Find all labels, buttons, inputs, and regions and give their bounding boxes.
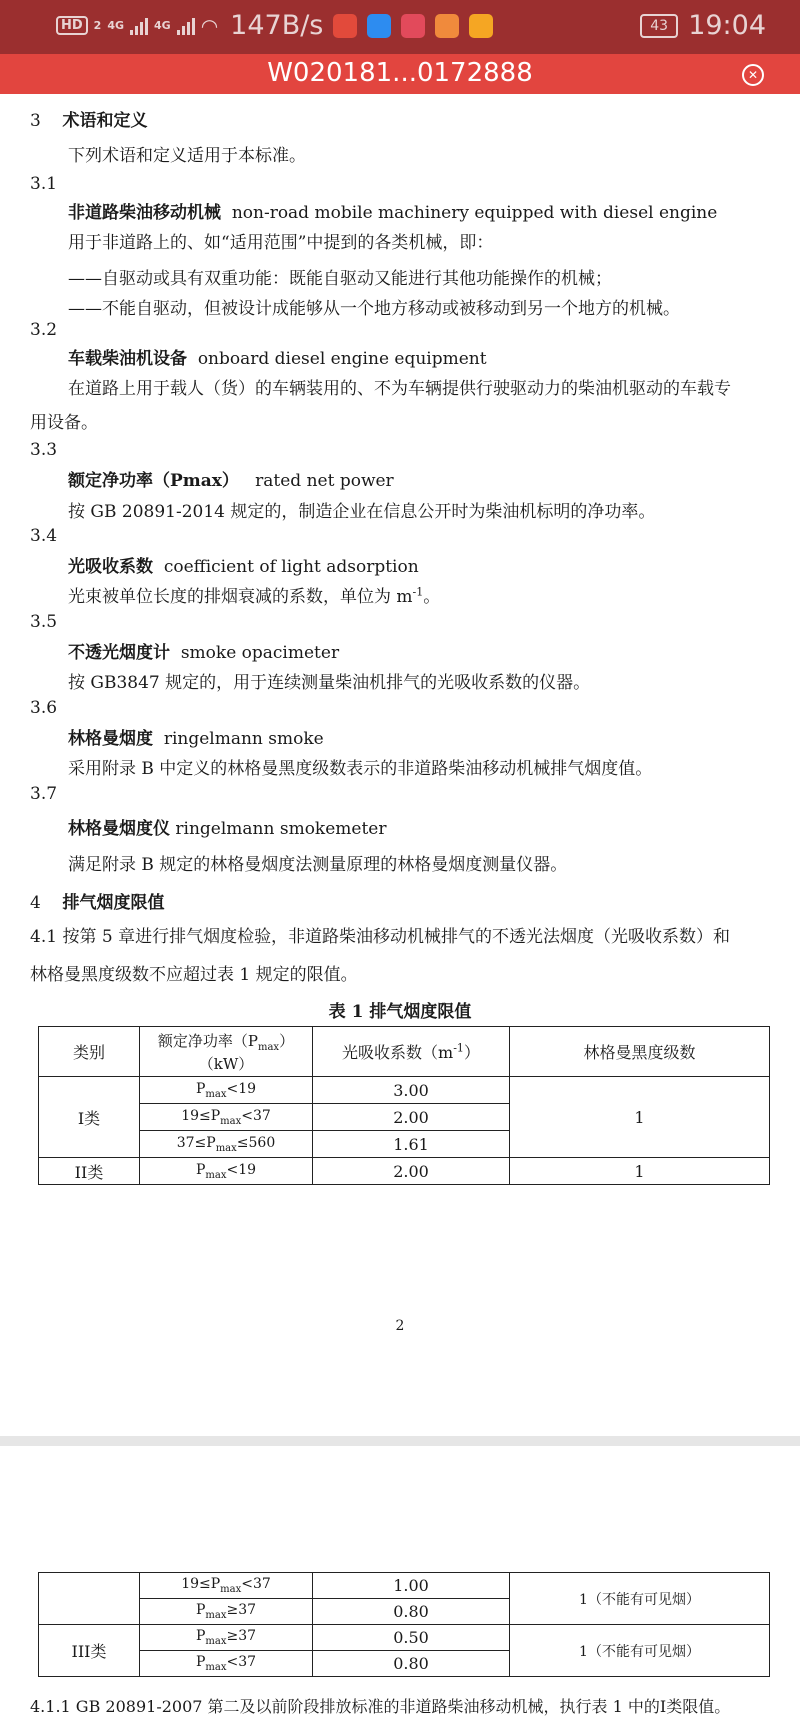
section-number: 3: [30, 111, 41, 131]
term-definition-item: ——自驱动或具有双重功能：既能自驱动又能进行其他功能操作的机械；: [68, 269, 612, 289]
power-cell: [140, 1077, 313, 1104]
term-definition: 按 GB 20891-2014 规定的，制造企业在信息公开时为柴油机标明的净功率。: [68, 502, 656, 522]
absorption-cell: 2.00: [313, 1158, 510, 1185]
term-en: ringelmann smokemeter: [175, 819, 387, 839]
ringelmann-cell: 1（不能有可见烟）: [510, 1573, 770, 1625]
clock: 19:04: [688, 10, 766, 41]
section-3-intro: 下列术语和定义适用于本标准。: [68, 146, 306, 166]
section-title: 排气烟度限值: [62, 893, 165, 913]
term-en: ringelmann smoke: [163, 729, 324, 749]
power-p: P: [195, 1161, 206, 1178]
header-sub: max: [257, 1041, 280, 1053]
power-cell: [140, 1573, 313, 1599]
power-range: <37: [241, 1107, 271, 1124]
power-p: 37≤P: [176, 1134, 216, 1151]
wifi-icon: ◠: [200, 13, 219, 38]
term-number: 3.7: [30, 784, 58, 804]
network-speed: 147B/s: [230, 10, 324, 41]
youku-icon: [367, 14, 391, 38]
power-sub: max: [205, 1609, 227, 1621]
title-bar: [0, 54, 800, 94]
header-sup: -1: [453, 1041, 464, 1055]
power-sub: max: [215, 1142, 237, 1154]
power-p: P: [195, 1654, 206, 1671]
category-cell: III类: [39, 1625, 140, 1677]
term-en: coefficient of light adsorption: [163, 557, 419, 577]
category-cell: II类: [39, 1158, 140, 1185]
ringelmann-cell: 1（不能有可见烟）: [510, 1625, 770, 1677]
term-number: 3.3: [30, 440, 58, 460]
power-range: <19: [226, 1080, 257, 1097]
header-rated-power: [140, 1027, 313, 1077]
term-cn: 非道路柴油移动机械: [68, 203, 221, 223]
header-text-end: ）: [463, 1043, 480, 1062]
term-cn: 车载柴油机设备: [68, 349, 187, 369]
section-3-heading: [30, 106, 147, 131]
power-cell: [140, 1599, 313, 1625]
sig2-label: 4G: [154, 19, 171, 32]
hd-sub: 2: [93, 19, 102, 32]
power-sub: max: [220, 1583, 242, 1595]
absorption-cell: 0.80: [313, 1651, 510, 1677]
table-row: [39, 1625, 770, 1651]
term-cn: 林格曼烟度仪: [68, 819, 170, 839]
power-sub: max: [220, 1115, 242, 1127]
section-number: 4: [30, 893, 41, 913]
term-cn: 林格曼烟度: [68, 729, 153, 749]
term-number: 3.6: [30, 698, 58, 718]
unit-exponent: -1: [412, 585, 424, 599]
power-range: ≥37: [226, 1602, 257, 1619]
status-right: [640, 10, 766, 41]
power-range: <37: [226, 1654, 257, 1671]
power-cell: [140, 1625, 313, 1651]
section-title: 术语和定义: [62, 111, 148, 131]
term-number: 3.4: [30, 526, 58, 546]
signal-icon-2: [177, 17, 195, 35]
power-cell: [140, 1651, 313, 1677]
category-cell: I类: [39, 1077, 140, 1158]
term-definition: [68, 582, 440, 607]
header-text: 光吸收系数（m: [342, 1043, 454, 1062]
term-definition: 在道路上用于载人（货）的车辆装用的、不为车辆提供行驶驱动力的柴油机驱动的车载专: [68, 379, 731, 399]
term-en: non-road mobile machinery equipped with diesel engine: [231, 203, 718, 223]
term-3-4: [68, 552, 419, 577]
absorption-cell: 1.00: [313, 1573, 510, 1599]
battery-icon: 43: [640, 14, 678, 38]
header-text: 额定净功率（P: [157, 1031, 258, 1050]
term-number: 3.1: [30, 174, 58, 194]
term-cn: 光吸收系数: [68, 557, 153, 577]
term-number: 3.2: [30, 320, 58, 340]
power-sub: max: [205, 1169, 227, 1181]
power-p: P: [195, 1628, 206, 1645]
power-range: ≥37: [226, 1628, 257, 1645]
limits-table: [38, 1026, 770, 1185]
power-range: <37: [241, 1576, 271, 1593]
power-range: <19: [226, 1161, 257, 1178]
reader-icon: [401, 14, 425, 38]
term-definition: 用于非道路上的、如“适用范围”中提到的各类机械，即：: [68, 233, 494, 253]
power-cell: [140, 1104, 313, 1131]
close-icon[interactable]: ✕: [742, 64, 764, 86]
def-end: 。: [423, 587, 441, 607]
power-p: 19≤P: [181, 1107, 221, 1124]
absorption-cell: 0.50: [313, 1625, 510, 1651]
term-3-6: [68, 724, 324, 749]
status-bar: [0, 0, 800, 54]
header-text-end: ）: [279, 1031, 295, 1050]
term-en: rated net power: [255, 471, 394, 491]
absorption-cell: 3.00: [313, 1077, 510, 1104]
header-absorption: [313, 1027, 510, 1077]
term-cn: 额定净功率（Pmax）: [68, 471, 239, 491]
table-row: [39, 1158, 770, 1185]
power-range: ≤560: [236, 1134, 276, 1151]
status-left: [56, 10, 493, 41]
def-text: 光束被单位长度的排烟衰减的系数，单位为 m: [68, 587, 413, 607]
power-p: P: [195, 1602, 206, 1619]
page-separator: [0, 1436, 800, 1446]
power-sub: max: [205, 1088, 227, 1100]
term-3-7: [68, 814, 387, 839]
table-row: [39, 1077, 770, 1104]
power-p: 19≤P: [181, 1576, 221, 1593]
hd-voice-icon: HD: [56, 16, 88, 35]
power-cell: [140, 1158, 313, 1185]
term-3-5: [68, 638, 339, 663]
term-definition-cont: 用设备。: [30, 413, 98, 433]
section-4-heading: [30, 888, 164, 913]
health-icon: [435, 14, 459, 38]
term-number: 3.5: [30, 612, 58, 632]
table-title: 表 1 排气烟度限值: [328, 1002, 472, 1022]
limits-table-continued: [38, 1572, 770, 1677]
signal-icon: [130, 17, 148, 35]
table-header-row: [39, 1027, 770, 1077]
clause-4-1-cont: 林格曼黑度级数不应超过表 1 规定的限值。: [30, 965, 358, 985]
power-sub: max: [205, 1635, 227, 1647]
term-3-1: [68, 198, 717, 223]
term-3-2: [68, 344, 487, 369]
term-en: smoke opacimeter: [180, 643, 340, 663]
term-en: onboard diesel engine equipment: [197, 349, 487, 369]
ringelmann-cell: 1: [510, 1158, 770, 1185]
absorption-cell: 1.61: [313, 1131, 510, 1158]
ringelmann-cell: 1: [510, 1077, 770, 1158]
clause-4-1: 4.1 按第 5 章进行排气烟度检验，非道路柴油移动机械排气的不透光法烟度（光吸收系数）和: [30, 927, 731, 947]
term-definition: 按 GB3847 规定的，用于连续测量柴油机排气的光吸收系数的仪器。: [68, 673, 591, 693]
header-ringelmann: 林格曼黑度级数: [510, 1027, 770, 1077]
category-cell: [39, 1573, 140, 1625]
power-p: P: [195, 1080, 206, 1097]
absorption-cell: 2.00: [313, 1104, 510, 1131]
sig1-label: 4G: [107, 19, 125, 32]
term-definition: 满足附录 B 规定的林格曼烟度法测量原理的林格曼烟度测量仪器。: [68, 855, 568, 875]
table-row: [39, 1573, 770, 1599]
absorption-cell: 0.80: [313, 1599, 510, 1625]
header-category: 类别: [39, 1027, 140, 1077]
power-cell: [140, 1131, 313, 1158]
toutiao-icon: [333, 14, 357, 38]
header-unit: （kW）: [198, 1054, 254, 1073]
clause-4-1-1: 4.1.1 GB 20891-2007 第二及以前阶段排放标准的非道路柴油移动机械，执行表 1 中的I类限值。: [30, 1697, 731, 1716]
term-definition-item: ——不能自驱动，但被设计成能够从一个地方移动或被移动到另一个地方的机械。: [68, 299, 680, 319]
power-sub: max: [205, 1661, 227, 1673]
video-icon: [469, 14, 493, 38]
term-cn: 不透光烟度计: [68, 643, 170, 663]
term-3-3: [68, 466, 394, 491]
term-definition: 采用附录 B 中定义的林格曼黑度级数表示的非道路柴油移动机械排气烟度值。: [68, 759, 653, 779]
page-number: 2: [395, 1318, 405, 1334]
document-title: W020181...0172888: [267, 58, 533, 88]
